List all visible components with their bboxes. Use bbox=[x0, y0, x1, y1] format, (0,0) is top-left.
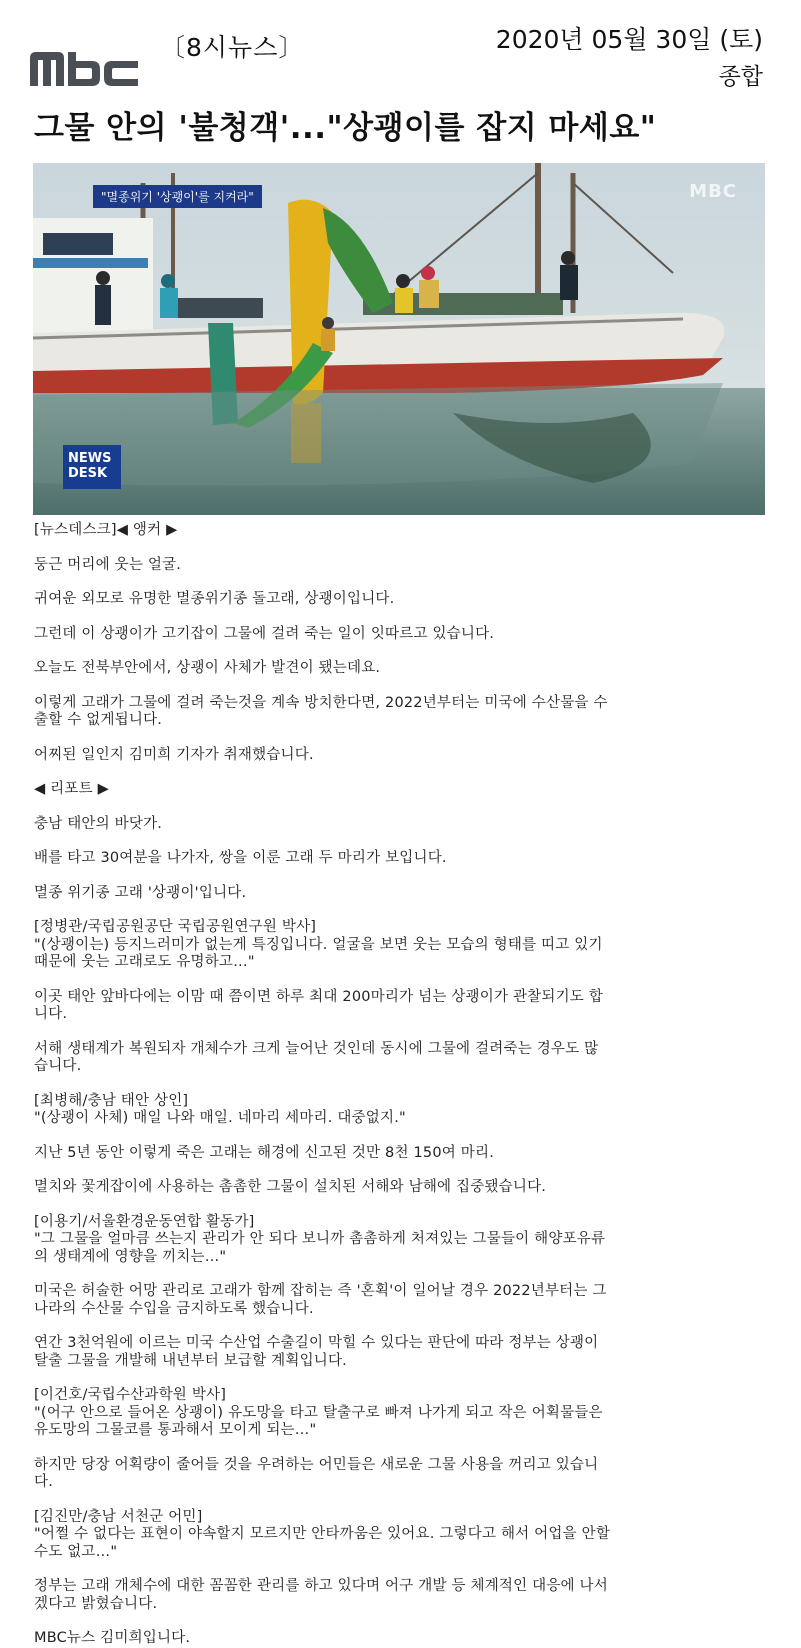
article-paragraph bbox=[34, 522, 769, 540]
paragraph-line: [이용기/서울환경운동연합 활동가] bbox=[34, 1213, 255, 1230]
article-paragraph bbox=[34, 816, 769, 834]
paragraph-line: 습니다. bbox=[34, 1058, 82, 1074]
mbc-logo bbox=[30, 52, 138, 86]
fishing-boat-image bbox=[33, 163, 765, 515]
paragraph-line: 출할 수 없게됩니다. bbox=[34, 712, 163, 728]
article-paragraph bbox=[34, 1335, 769, 1370]
paragraph-line: 하지만 당장 어획량이 줄어들 것을 우려하는 어민들은 새로운 그물 사용을 꺼리고 있습니 bbox=[34, 1456, 599, 1473]
paragraph-line: 니다. bbox=[34, 1006, 68, 1022]
paragraph-line: 의 생태계에 영향을 끼치는…" bbox=[34, 1248, 227, 1265]
article-paragraph bbox=[34, 989, 769, 1024]
paragraph-line: [최병해/충남 태안 상인] bbox=[34, 1092, 189, 1109]
paragraph-line: [이건호/국립수산과학원 박사] bbox=[34, 1387, 227, 1403]
article-paragraph bbox=[34, 1578, 769, 1613]
paragraph-line: 정부는 고래 개체수에 대한 꼼꼼한 관리를 하고 있다며 어구 개발 등 체계적인 대응에 나서 bbox=[34, 1578, 608, 1594]
article-paragraph bbox=[34, 1093, 769, 1128]
paragraph-line: [정병관/국립공원공단 국립공원연구원 박사] bbox=[34, 919, 317, 935]
paragraph-line: [뉴스데스크]◀ 앵커 ▶ bbox=[34, 522, 178, 538]
paragraph-line: 수도 없고…" bbox=[34, 1543, 118, 1560]
masthead bbox=[0, 0, 801, 100]
paragraph-line: 연간 3천억원에 이르는 미국 수산업 수출길이 막힐 수 있다는 판단에 따라 정부는 상괭이 bbox=[34, 1335, 599, 1351]
paragraph-line: 오늘도 전북부안에서, 상괭이 사체가 발견이 됐는데요. bbox=[34, 660, 381, 676]
article-paragraph bbox=[34, 1041, 769, 1076]
article-paragraph bbox=[34, 1145, 769, 1163]
paragraph-line: 그런데 이 상괭이가 고기잡이 그물에 걸려 죽는 일이 잇따르고 있습니다. bbox=[34, 625, 495, 642]
paragraph-line: 다. bbox=[34, 1474, 54, 1490]
article-body bbox=[34, 522, 769, 1648]
mbc-logo-mark bbox=[30, 52, 138, 86]
edition-label: 〔8시뉴스〕 bbox=[160, 33, 305, 62]
paragraph-line: 나라의 수산물 수입을 금지하도록 했습니다. bbox=[34, 1300, 314, 1317]
publication-date: 2020년 05월 30일 (토) bbox=[495, 25, 763, 54]
paragraph-line: 충남 태안의 바닷가. bbox=[34, 815, 163, 832]
article-paragraph bbox=[34, 919, 769, 972]
paragraph-line: [김진만/충남 서천군 어민] bbox=[34, 1508, 203, 1525]
article-paragraph bbox=[34, 747, 769, 765]
article-paragraph bbox=[34, 695, 769, 730]
paragraph-line: ◀ 리포트 ▶ bbox=[34, 781, 109, 797]
paragraph-line: 이렇게 고래가 그물에 걸려 죽는것을 계속 방치한다면, 2022년부터는 미국에 수산물을 수 bbox=[34, 694, 608, 711]
article-paragraph bbox=[34, 850, 769, 868]
paragraph-line: 지난 5년 동안 이렇게 죽은 고래는 해경에 신고된 것만 8천 150여 마리. bbox=[34, 1144, 495, 1161]
article-paragraph bbox=[34, 781, 769, 799]
paragraph-line: "(상괭이 사체) 매일 나와 매일. 네마리 세마리. 대중없지." bbox=[34, 1110, 406, 1126]
article-paragraph bbox=[34, 591, 769, 609]
section-label: 종합 bbox=[718, 64, 763, 90]
paragraph-line: 귀여운 외모로 유명한 멸종위기종 돌고래, 상괭이입니다. bbox=[34, 591, 395, 607]
paragraph-line: "(어구 안으로 들어온 상괭이) 유도망을 타고 탈출구로 빠져 나가게 되고 작은 어획물들은 bbox=[34, 1404, 603, 1421]
paragraph-line: 유도망의 그물코를 통과해서 모이게 되는…" bbox=[34, 1422, 317, 1438]
article-paragraph bbox=[34, 626, 769, 644]
paragraph-line: 둥근 머리에 웃는 얼굴. bbox=[34, 556, 182, 573]
paragraph-line: "그 그물을 얼마큼 쓰는지 관리가 안 되다 보니까 촘촘하게 처져있는 그물들이 해양포유류 bbox=[34, 1231, 606, 1247]
paragraph-line: 멸치와 꽃게잡이에 사용하는 촘촘한 그물이 설치된 서해와 남해에 집중됐습니다. bbox=[34, 1179, 547, 1195]
article-paragraph bbox=[34, 660, 769, 678]
article-paragraph bbox=[34, 1214, 769, 1267]
article-paragraph bbox=[34, 1387, 769, 1440]
paragraph-line: 때문에 웃는 고래로도 유명하고…" bbox=[34, 954, 255, 970]
article-photo bbox=[33, 163, 765, 515]
article-paragraph bbox=[34, 885, 769, 903]
paragraph-line: 미국은 허술한 어망 관리로 고래가 함께 잡히는 즉 '혼획'이 일어날 경우 2022년부터는 그 bbox=[34, 1283, 607, 1299]
paragraph-line: "(상괭이는) 등지느러미가 없는게 특징입니다. 얼굴을 보면 웃는 모습의 형태를 띠고 있기 bbox=[34, 936, 603, 953]
broadcaster-watermark: MBC bbox=[689, 181, 737, 202]
article-paragraph bbox=[34, 1457, 769, 1492]
paragraph-line: 어찌된 일인지 김미희 기자가 취재했습니다. bbox=[34, 746, 314, 763]
article-paragraph bbox=[34, 1630, 769, 1648]
newsdesk-badge: NEWS DESK bbox=[63, 445, 121, 489]
article-paragraph bbox=[34, 1509, 769, 1562]
paragraph-line: 겠다고 밝혔습니다. bbox=[34, 1595, 158, 1612]
article-paragraph bbox=[34, 1283, 769, 1318]
article-headline: 그물 안의 '불청객'..."상괭이를 잡지 마세요" bbox=[34, 110, 657, 146]
photo-caption-banner: "멸종위기 '상괭이'를 지켜라" bbox=[93, 185, 262, 208]
paragraph-line: 배를 타고 30여분을 나가자, 쌍을 이룬 고래 두 마리가 보입니다. bbox=[34, 850, 447, 866]
article-paragraph bbox=[34, 557, 769, 575]
paragraph-line: "어쩔 수 없다는 표현이 야속할지 모르지만 안타까움은 있어요. 그렇다고 해서 어업을 안할 bbox=[34, 1526, 611, 1542]
article-paragraph bbox=[34, 1179, 769, 1197]
paragraph-line: 이곳 태안 앞바다에는 이맘 때 쯤이면 하루 최대 200마리가 넘는 상괭이가 관찰되기도 합 bbox=[34, 988, 604, 1005]
paragraph-line: 서해 생태계가 복원되자 개체수가 크게 늘어난 것인데 동시에 그물에 걸려죽는 경우도 많 bbox=[34, 1040, 599, 1057]
paragraph-line: 탈출 그물을 개발해 내년부터 보급할 계획입니다. bbox=[34, 1352, 347, 1369]
paragraph-line: 멸종 위기종 고래 '상괭이'입니다. bbox=[34, 884, 247, 901]
paragraph-line: MBC뉴스 김미희입니다. bbox=[34, 1630, 191, 1646]
